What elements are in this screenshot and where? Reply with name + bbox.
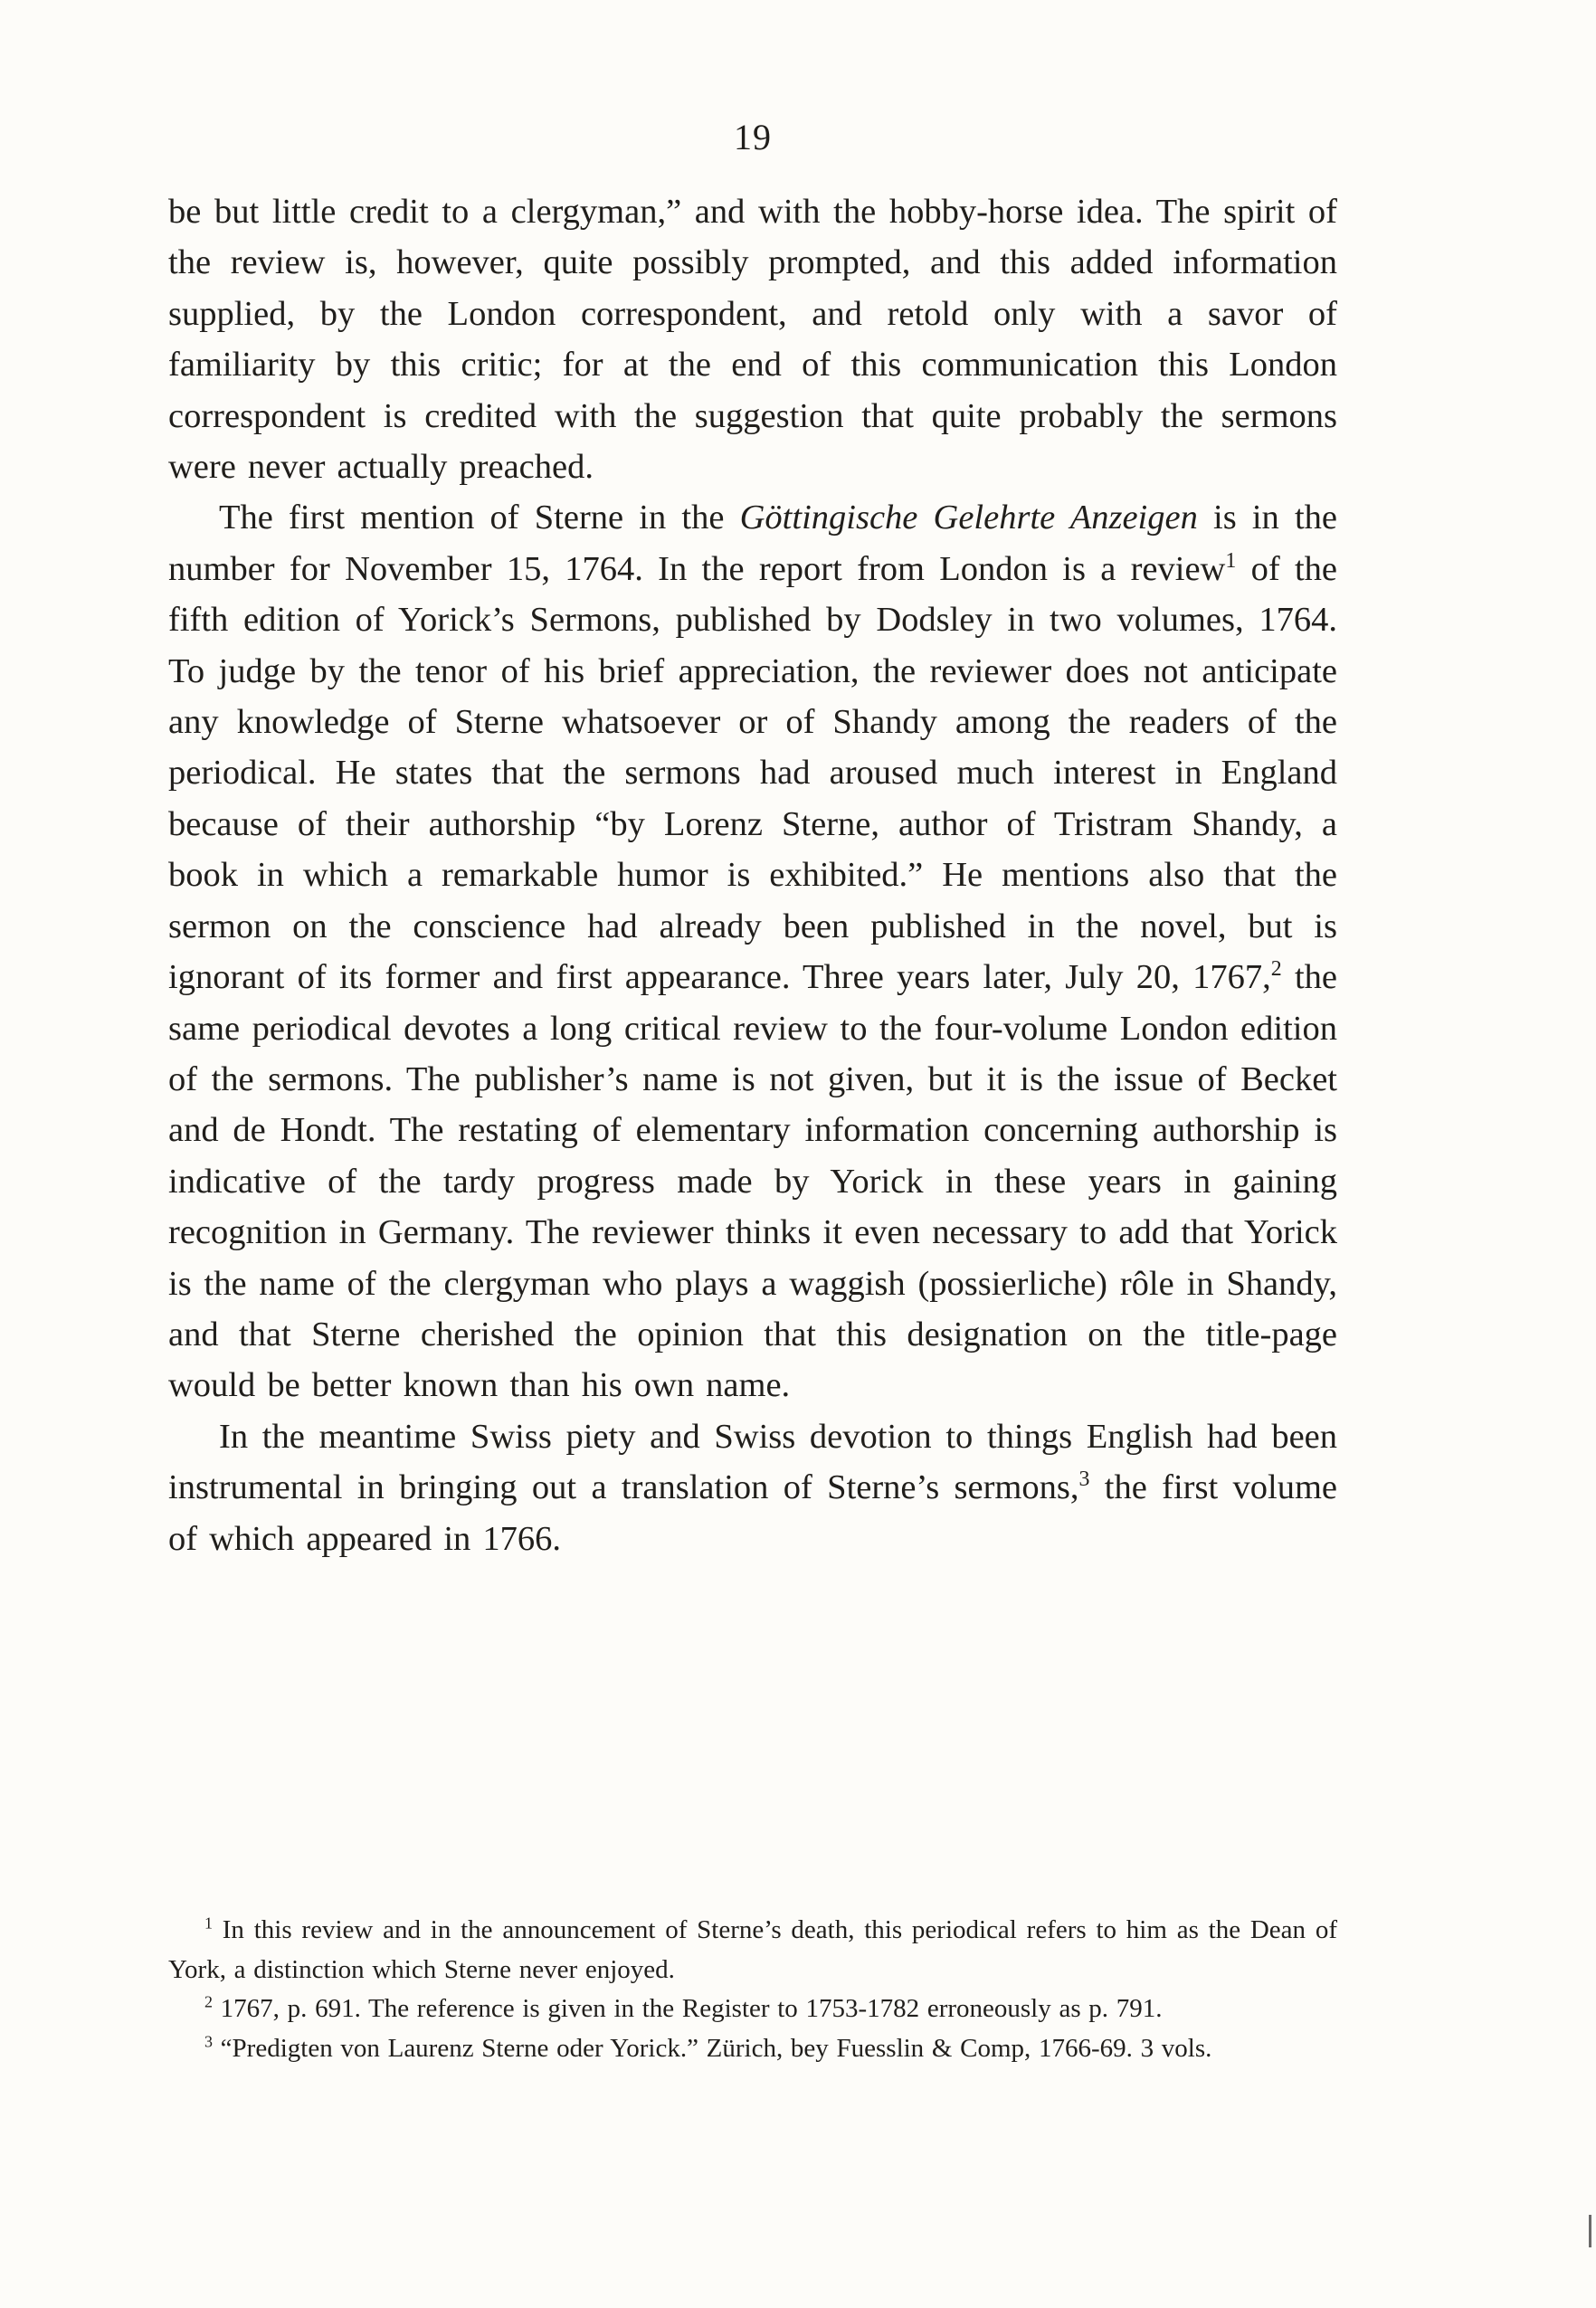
text-run: be but little credit to a clergyman,” and with the hobby-horse idea. The spirit of the review is, however, quite possibly prompted, and this added information supplied, by the London correspondent, and retold only with a savor of familiarity by this critic; for at the end of this communication this London correspondent is credited with the suggestion that quite probably the sermons were never actually preached. — [168, 193, 1337, 487]
footnote-marker: 3 — [1078, 1467, 1090, 1492]
text-run: The first mention of Sterne in the — [219, 499, 740, 537]
paragraph — [168, 1411, 1337, 1564]
text-run: of the fifth edition of Yorick’s Sermons, published by Dodsley in two volumes, 1764. To judge by the tenor of his brief appreciation, the reviewer does not anticipate any knowledge of Sterne whatsoever or of Shandy among the readers of the periodical. He states that the sermons had aroused much interest in England because of their authorship “by Lorenz Sterne, author of Tristram Shandy, a book in which a remarkable humor is exhibited.” He mentions also that the sermon on the conscience had already been published in the novel, but is ignorant of its former and first appearance. Three years later, July 20, 1767, — [168, 549, 1337, 997]
paragraph — [168, 186, 1337, 492]
text-run: In this review and in the announcement of Sterne’s death, this periodical refers to him as the Dean of York, a distinction which Sterne never enjoyed. — [168, 1915, 1337, 1984]
text-run: the first volume of which appeared in 1766. — [168, 1468, 1337, 1558]
footnote — [168, 1911, 1337, 1990]
footnote-marker: 2 — [1270, 957, 1282, 982]
scan-artifact-mark — [1589, 2215, 1591, 2247]
paragraph — [168, 492, 1337, 1410]
text-run: is in the number for November 15, 1764. In the report from London is a review — [168, 499, 1337, 588]
footnote-marker: 3 — [204, 2031, 213, 2050]
text-run: “Predigten von Laurenz Sterne oder Yorick.” Zürich, bey Fuesslin & Comp, 1766-69. 3 vols. — [212, 2033, 1212, 2063]
footnotes — [168, 1911, 1337, 2068]
text-run: 1767, p. 691. The reference is given in the Register to 1753-1782 erroneously as p. 791. — [212, 1994, 1163, 2023]
text-run: In the meantime Swiss piety and Swiss devotion to things English had been instrumental in bringing out a translation of Sterne’s sermons, — [168, 1417, 1337, 1507]
body-text — [168, 186, 1337, 1564]
italic-text: Göttingische Gelehrte Anzeigen — [739, 499, 1198, 537]
footnote — [168, 2029, 1337, 2069]
footnote-marker: 1 — [204, 1914, 213, 1933]
footnote — [168, 1990, 1337, 2029]
footnote-marker: 2 — [204, 1992, 213, 2011]
footnote-marker: 1 — [1225, 549, 1237, 574]
text-run: the same periodical devotes a long critical review to the four-volume London edition of the sermons. The publisher’s name is not given, but it is the issue of Becket and de Hondt. The restating of elementary information concerning authorship is indicative of the tardy progress made by Yorick in these years in gaining recognition in Germany. The reviewer thinks it even necessary to add that Yorick is the name of the clergyman who plays a waggish (possierliche) rôle in Shandy, and that Sterne cherished the opinion that this designation on the title-page would be better known than his own name. — [168, 958, 1338, 1405]
page-number: 19 — [734, 117, 772, 157]
